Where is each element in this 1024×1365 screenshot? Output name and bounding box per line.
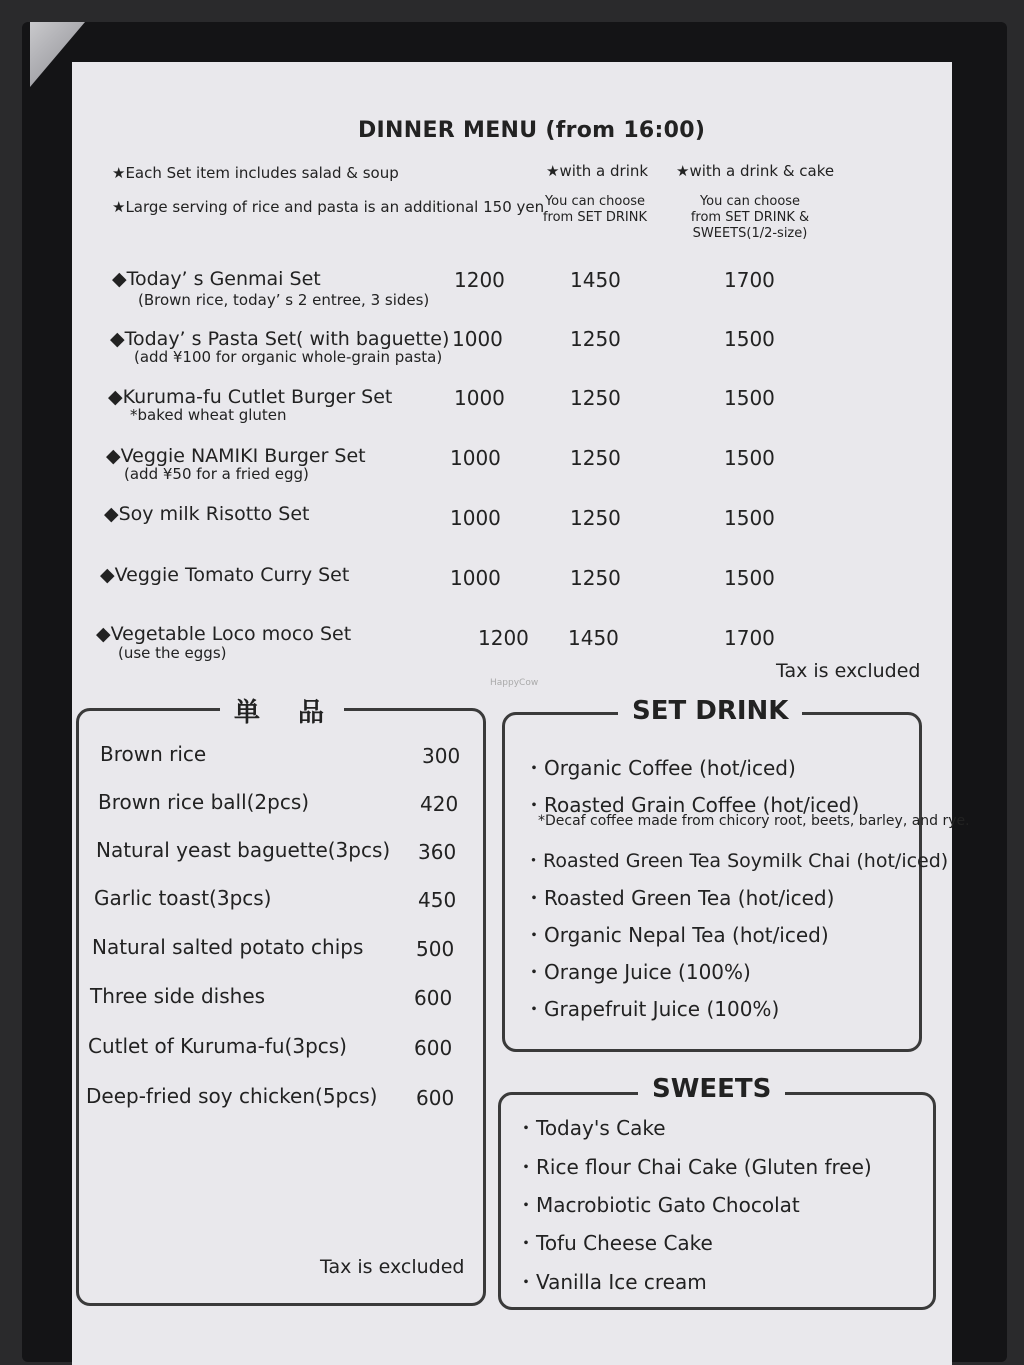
sweets-item: ・Rice flour Chai Cake (Gluten free)	[516, 1155, 872, 1179]
watermark: HappyCow	[490, 678, 539, 688]
set-price-locomoco: 1200	[478, 626, 529, 650]
set-price-curry: 1000	[450, 566, 501, 590]
sweets-title: SWEETS	[638, 1074, 785, 1104]
set-drink-price-namiki: 1250	[570, 446, 621, 470]
alacarte-item-name: Three side dishes	[90, 984, 266, 1008]
set-price-pasta: 1000	[452, 327, 503, 351]
set-drink-item: ・Roasted Green Tea (hot/iced)	[524, 886, 835, 910]
set-drink-item: ・Grapefruit Juice (100%)	[524, 997, 780, 1021]
alacarte-item-price: 300	[422, 744, 461, 768]
set-drink-price-risotto: 1250	[570, 506, 621, 530]
note-salad-soup: ★Each Set item includes salad & soup	[112, 164, 399, 182]
alacarte-item-price: 600	[414, 986, 453, 1010]
sweets-item: ・Macrobiotic Gato Chocolat	[516, 1193, 800, 1217]
alacarte-title: 単 品	[220, 692, 344, 729]
set-price-kuruma-fu: 1000	[454, 386, 505, 410]
col-header-cake: ★with a drink & cake	[676, 162, 835, 180]
set-drink-item: ・Roasted Grain Coffee (hot/iced)	[524, 793, 860, 817]
alacarte-item-name: Deep-fried soy chicken(5pcs)	[86, 1084, 378, 1108]
set-drink-item: ・Roasted Green Tea Soymilk Chai (hot/iced)	[524, 850, 949, 872]
alacarte-item-name: Natural yeast baguette(3pcs)	[96, 838, 391, 862]
alacarte-item-price: 360	[418, 840, 457, 864]
set-price-genmai: 1200	[454, 268, 505, 292]
tax-note-sets: Tax is excluded	[776, 660, 921, 682]
grain-coffee-note: *Decaf coffee made from chicory root, beets, barley, and rye.	[538, 813, 970, 829]
set-drink-price-locomoco: 1450	[568, 626, 619, 650]
set-cake-price-pasta: 1500	[724, 327, 775, 351]
set-name-curry: ◆Veggie Tomato Curry Set	[100, 564, 350, 586]
col-sub-drink: You can choose from SET DRINK	[542, 194, 648, 225]
set-price-risotto: 1000	[450, 506, 501, 530]
alacarte-item-name: Brown rice ball(2pcs)	[98, 790, 310, 814]
set-cake-price-namiki: 1500	[724, 446, 775, 470]
menu-sheet	[72, 62, 970, 1365]
set-price-namiki: 1000	[450, 446, 501, 470]
alacarte-item-name: Brown rice	[100, 742, 207, 766]
sweets-item: ・Today's Cake	[516, 1116, 666, 1140]
set-name-namiki: ◆Veggie NAMIKI Burger Set	[106, 445, 366, 467]
set-cake-price-genmai: 1700	[724, 268, 775, 292]
set-drink-price-kuruma-fu: 1250	[570, 386, 621, 410]
menu-title: DINNER MENU (from 16:00)	[358, 118, 706, 143]
set-drink-item: ・Organic Nepal Tea (hot/iced)	[524, 923, 829, 947]
tax-note-alacarte: Tax is excluded	[320, 1256, 465, 1278]
sweets-item: ・Tofu Cheese Cake	[516, 1231, 713, 1255]
note-large-serving: ★Large serving of rice and pasta is an additional 150 yen	[112, 198, 545, 216]
set-name-risotto: ◆Soy milk Risotto Set	[104, 503, 310, 525]
set-name-kuruma-fu: ◆Kuruma-fu Cutlet Burger Set	[108, 386, 393, 408]
alacarte-item-price: 600	[416, 1086, 455, 1110]
sweets-item: ・Vanilla Ice cream	[516, 1270, 707, 1294]
set-cake-price-kuruma-fu: 1500	[724, 386, 775, 410]
alacarte-item-price: 500	[416, 937, 455, 961]
alacarte-item-price: 420	[420, 792, 459, 816]
alacarte-item-price: 450	[418, 888, 457, 912]
set-sub-genmai: (Brown rice, today’ s 2 entree, 3 sides)	[138, 291, 430, 309]
alacarte-item-name: Cutlet of Kuruma-fu(3pcs)	[88, 1034, 347, 1058]
set-drink-price-curry: 1250	[570, 566, 621, 590]
alacarte-item-price: 600	[414, 1036, 453, 1060]
set-sub-namiki: (add ¥50 for a fried egg)	[124, 465, 309, 483]
set-cake-price-curry: 1500	[724, 566, 775, 590]
set-name-pasta: ◆Today’ s Pasta Set( with baguette)	[110, 328, 450, 350]
set-cake-price-risotto: 1500	[724, 506, 775, 530]
col-header-drink: ★with a drink	[546, 162, 649, 180]
set-drink-title: SET DRINK	[618, 696, 802, 726]
set-sub-pasta: (add ¥100 for organic whole-grain pasta)	[134, 348, 443, 366]
set-drink-price-pasta: 1250	[570, 327, 621, 351]
set-cake-price-locomoco: 1700	[724, 626, 775, 650]
alacarte-item-name: Natural salted potato chips	[92, 935, 364, 959]
alacarte-item-name: Garlic toast(3pcs)	[94, 886, 272, 910]
set-sub-locomoco: (use the eggs)	[118, 644, 227, 662]
set-name-genmai: ◆Today’ s Genmai Set	[112, 268, 321, 290]
set-drink-price-genmai: 1450	[570, 268, 621, 292]
col-sub-cake: You can choose from SET DRINK & SWEETS(1/2-size)	[690, 194, 810, 241]
set-name-locomoco: ◆Vegetable Loco moco Set	[96, 623, 352, 645]
set-drink-item: ・Organic Coffee (hot/iced)	[524, 756, 796, 780]
set-sub-kuruma-fu: *baked wheat gluten	[130, 406, 287, 424]
set-drink-item: ・Orange Juice (100%)	[524, 960, 751, 984]
